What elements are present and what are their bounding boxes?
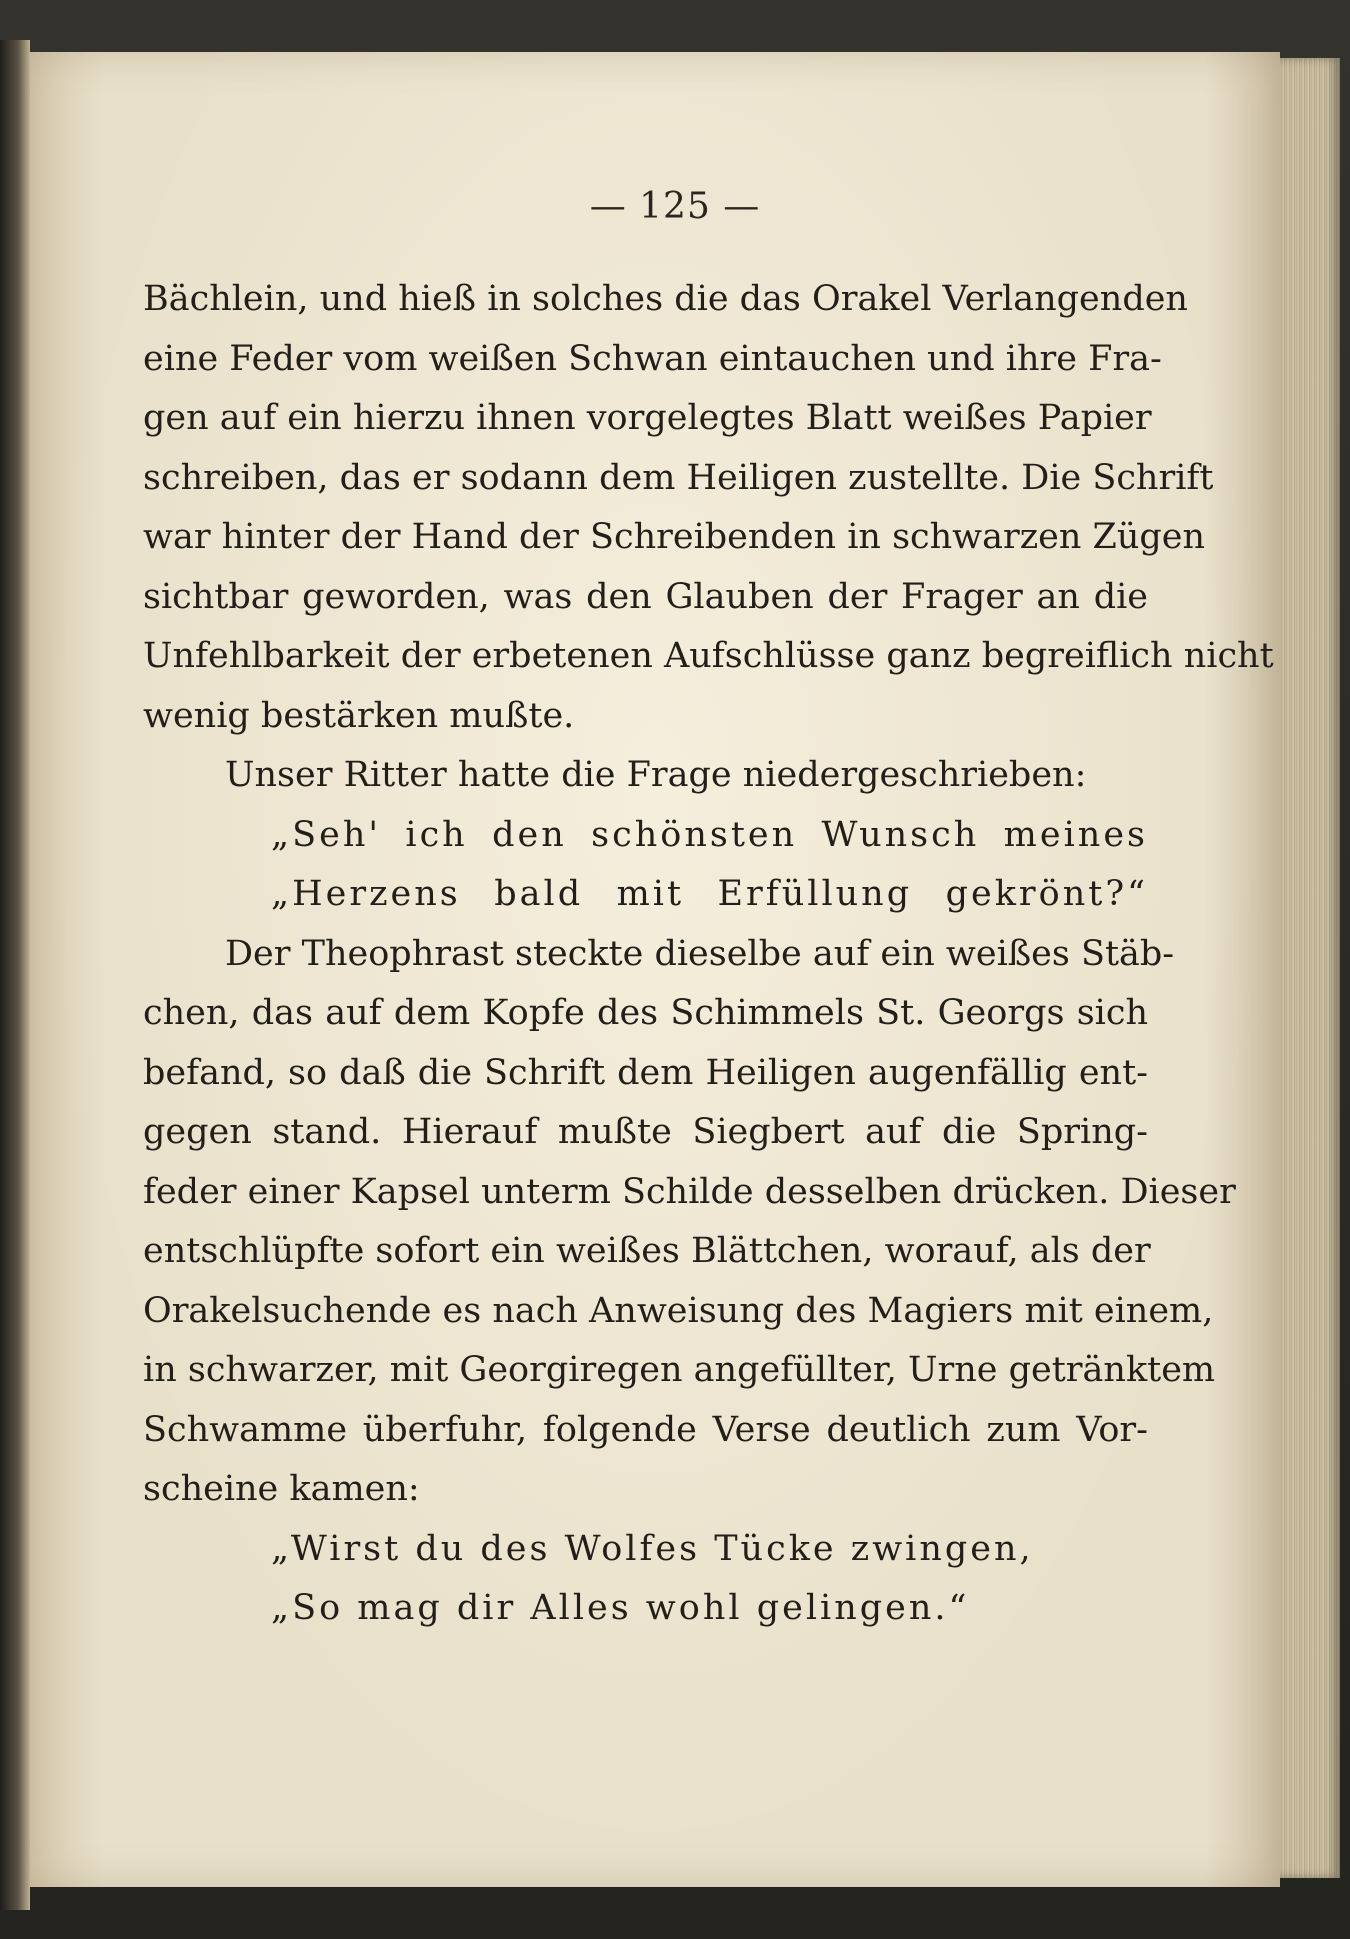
text-line-18: Schwamme überfuhr, folgende Verse deutlich zum Vor- bbox=[143, 1409, 1148, 1450]
text-line-5: war hinter der Hand der Schreibenden in schwarzen Zügen bbox=[143, 517, 1206, 557]
text-line-1: Bächlein, und hieß in solches die das Orakel Verlangenden bbox=[143, 279, 1188, 319]
text-line-10: Der Theophrast steckte dieselbe auf ein weißes Stäb- bbox=[225, 933, 1175, 974]
text-line-19: scheine kamen: bbox=[143, 1469, 420, 1509]
page-number: — 125 — bbox=[589, 186, 761, 227]
book-gutter bbox=[0, 40, 30, 1910]
text-line-16: Orakelsuchende es nach Anweisung des Magiers mit einem, bbox=[143, 1290, 1214, 1331]
text-line-4: schreiben, das er sodann dem Heiligen zustellte. Die Schrift bbox=[143, 457, 1214, 498]
text-line-2: eine Feder vom weißen Schwan eintauchen und ihre Fra- bbox=[143, 338, 1162, 379]
text-line-9: Unser Ritter hatte die Frage niedergeschrieben: bbox=[225, 755, 1087, 795]
text-line-7: Unfehlbarkeit der erbetenen Aufschlüsse ganz begreiflich nicht bbox=[143, 636, 1274, 676]
page-body-text bbox=[143, 270, 1274, 1639]
verse-line-3: „Wirst du des Wolfes Tücke zwingen, bbox=[271, 1528, 1034, 1569]
text-line-13: gegen stand. Hierauf mußte Siegbert auf die Spring- bbox=[143, 1112, 1148, 1152]
text-line-8: wenig bestärken mußte. bbox=[143, 695, 575, 736]
text-line-17: in schwarzer, mit Georgiregen angefüllter, Urne getränktem bbox=[143, 1350, 1216, 1390]
verse-line-4: „So mag dir Alles wohl gelingen.“ bbox=[271, 1588, 970, 1628]
text-line-12: befand, so daß die Schrift dem Heiligen augenfällig ent- bbox=[143, 1052, 1148, 1093]
text-line-6: sichtbar geworden, was den Glauben der Frager an die bbox=[143, 576, 1148, 617]
text-line-11: chen, das auf dem Kopfe des Schimmels St. Georgs sich bbox=[143, 993, 1148, 1033]
verse-line-2: „Herzens bald mit Erfüllung gekrönt?“ bbox=[271, 874, 1148, 914]
text-line-15: entschlüpfte sofort ein weißes Blättchen, worauf, als der bbox=[143, 1231, 1151, 1271]
text-line-14: feder einer Kapsel unterm Schilde desselben drücken. Dieser bbox=[143, 1171, 1236, 1212]
text-line-3: gen auf ein hierzu ihnen vorgelegtes Blatt weißes Papier bbox=[143, 398, 1152, 438]
verse-line-1: „Seh' ich den schönsten Wunsch meines bbox=[271, 814, 1148, 855]
page-stack-edge bbox=[1280, 58, 1340, 1878]
